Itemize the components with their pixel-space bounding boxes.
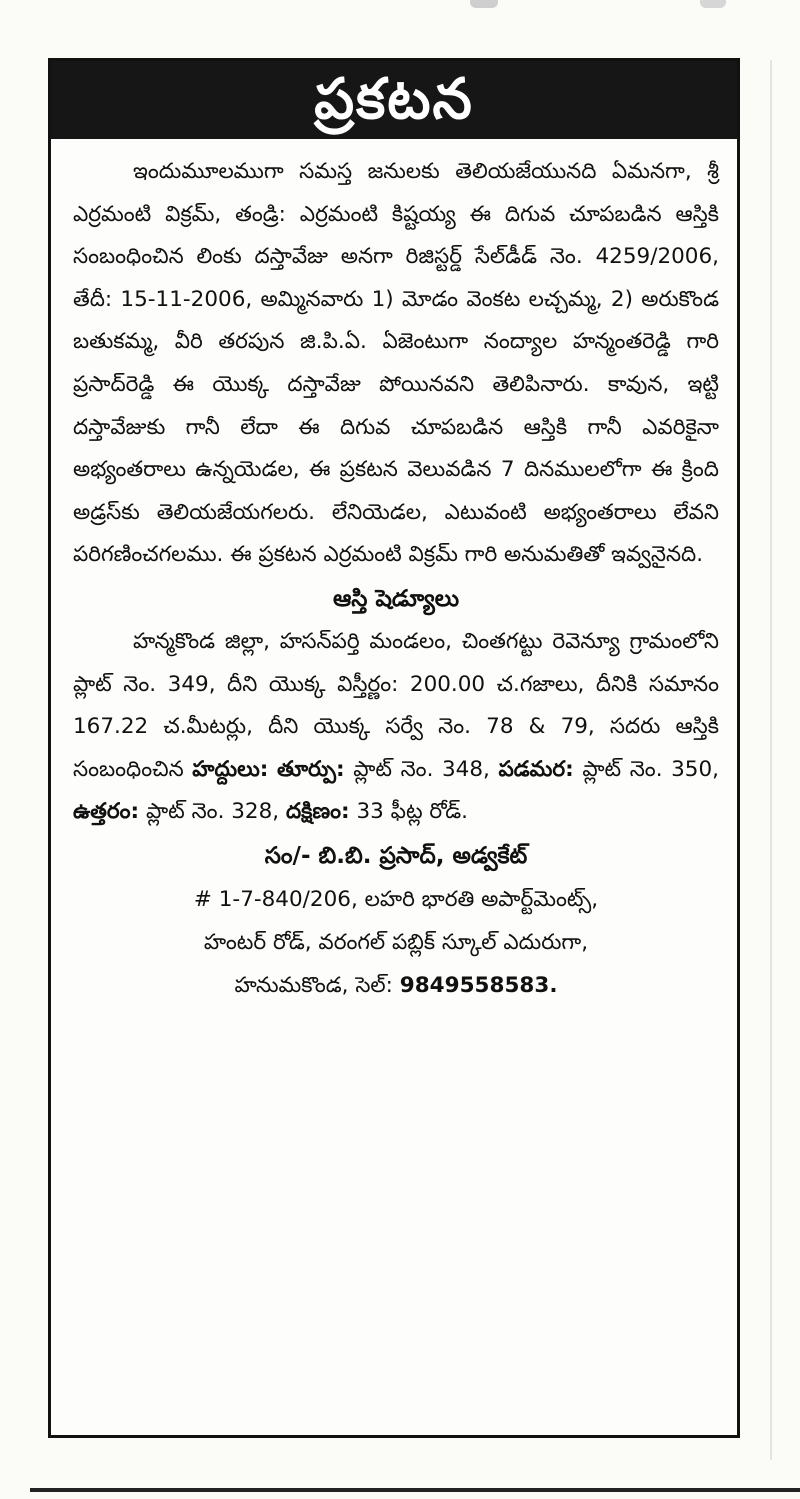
west-label: పడమర: — [498, 756, 574, 782]
print-mark — [470, 0, 498, 8]
notice-body: ఇందుమూలముగా సమస్త జనులకు తెలియజేయునది ఏమనగా, శ్రీ ఎర్రమంటి విక్రమ్, తండ్రి: ఎర్రమంటి కిష్టయ్య ఈ దిగువ చూపబడిన ఆస్తికి సంబంధించిన లింకు దస్తావేజు అనగా రిజిస్టర్డ్ సేల్‌డీడ్ నెం. 4259/2006, తేదీ: 15-11-2006, అమ్మినవారు 1) మోడం వెంకట లచ్చమ్మ, 2) అరుకొండ బతుకమ్మ, వీరి తరపున జి.పి.ఏ. ఏజెంటుగా నంద్యాల హన్మంతరెడ్డి గారి ప్రసాద్‌రెడ్డి ఈ యొక్క దస్తావేజు పోయినవని తెలిపినారు. కావున, ఇట్టి దస్తావేజుకు గానీ లేదా ఈ దిగువ చూపబడిన ఆస్తికి గానీ ఎవరికైనా అభ్యంతరాలు ఉన్నయెడల, ఈ ప్రకటన వెలువడిన 7 దినములలోగా ఈ క్రింది అడ్రస్‌కు తెలియజేయగలరు. లేనియెడల, ఎటువంటి అభ్యంతరాలు లేవని పరిగణించగలము. ఈ ప్రకటన ఎర్రమంటి విక్రమ్ గారి అనుమతితో ఇవ్వనైనది. — [73, 159, 719, 568]
page-top-artifacts — [0, 0, 800, 40]
address-line-2: హంటర్ రోడ్, వరంగల్ పబ్లిక్ స్కూల్ ఎదురుగా, — [203, 929, 589, 955]
signature: సం/- బి.బి. ప్రసాద్, అడ్వకేట్ — [264, 842, 528, 869]
notice-title: ప్రకటన — [314, 67, 474, 132]
address-line-1: # 1-7-840/206, లహరి భారతి అపార్ట్‌మెంట్స్, — [193, 886, 599, 912]
advertisement-box — [48, 58, 740, 1438]
schedule-text: హన్మకొండ జిల్లా, హసన్‌పర్తి మండలం, చింతగట్టు రెవెన్యూ గ్రామంలోని ప్లాట్ నెం. 349, దీని యొక్క విస్తీర్ణం: 200.00 చ.గజాలు, దీనికి సమానం 167.22 చ.మీటర్లు, దీని యొక్క సర్వే నెం. 78 & 79, సదరు ఆస్తికి సంబంధించిన — [73, 628, 719, 782]
title-banner — [51, 61, 737, 139]
north-value: ప్లాట్ నెం. 328, — [145, 799, 280, 825]
east-value: ప్లాట్ నెం. 348, — [353, 756, 490, 782]
boundaries-label: హద్దులు: — [192, 756, 269, 782]
east-label: తూర్పు: — [276, 756, 345, 782]
address-city: హనుమకొండ, సెల్: — [234, 972, 393, 998]
notice-content — [51, 139, 737, 1007]
print-mark — [700, 0, 726, 8]
phone-number: 9849558583. — [399, 972, 558, 998]
schedule-heading: ఆస్తి షెడ్యూలు — [332, 585, 460, 612]
address-line-3 — [73, 964, 719, 1007]
bottom-divider — [30, 1488, 800, 1492]
south-value: 33 ఫీట్ల రోడ్. — [356, 799, 469, 825]
schedule-details — [73, 621, 719, 834]
column-edge — [770, 60, 772, 1460]
north-label: ఉత్తరం: — [73, 799, 140, 825]
south-label: దక్షిణం: — [285, 799, 350, 825]
west-value: ప్లాట్ నెం. 350, — [582, 756, 719, 782]
